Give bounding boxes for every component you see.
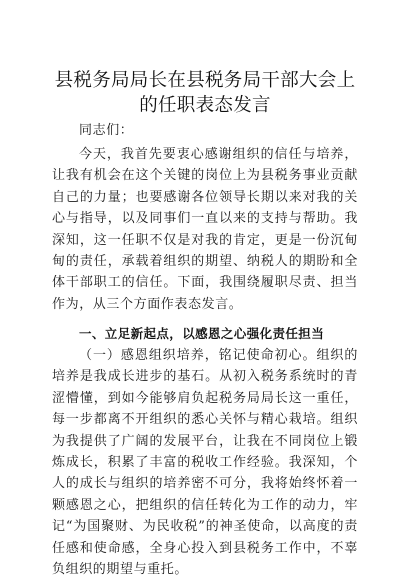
body-paragraph: （一）感恩组织培养，铭记使命初心。组织的培养是我成长进步的基石。从初入税务系统时的青涩懵懂，到如今能够肩负起税务局局长这一重任，每一步都离不开组织的悉心关怀与精心栽培。组织为我提供了广阔的发展平台，让我在不同岗位上锻炼成长，积累了丰富的税收工作经验。我深知，个人的成长与组织的培养密不可分，我将始终怀着一颗感恩之心，把组织的信任转化为工作的动力，牢记“为国聚财、为民收税”的神圣使命，以高度的责任感和使命感，全身心投入到县税务工作中，不辜负组织的期望与重托。 (52, 348, 358, 578)
salutation: 同志们： (79, 123, 134, 138)
body-paragraph: 今天，我首先要衷心感谢组织的信任与培养，让我有机会在这个关键的岗位上为县税务事业贡献自己的力量；也要感谢各位领导长期以来对我的关心与指导，以及同事们一直以来的支持与帮助。我深知，这一任职不仅是对我的肯定，更是一份沉甸甸的责任，承载着组织的期望、纳税人的期盼和全体干部职工的信任。下面，我围绕履职尽责、担当作为，从三个方面作表态发言。 (52, 147, 358, 312)
document-title: 县税务局局长在县税务局干部大会上的任职表态发言 (54, 70, 356, 116)
section-heading: 一、立足新起点，以感恩之心强化责任担当 (79, 326, 325, 341)
